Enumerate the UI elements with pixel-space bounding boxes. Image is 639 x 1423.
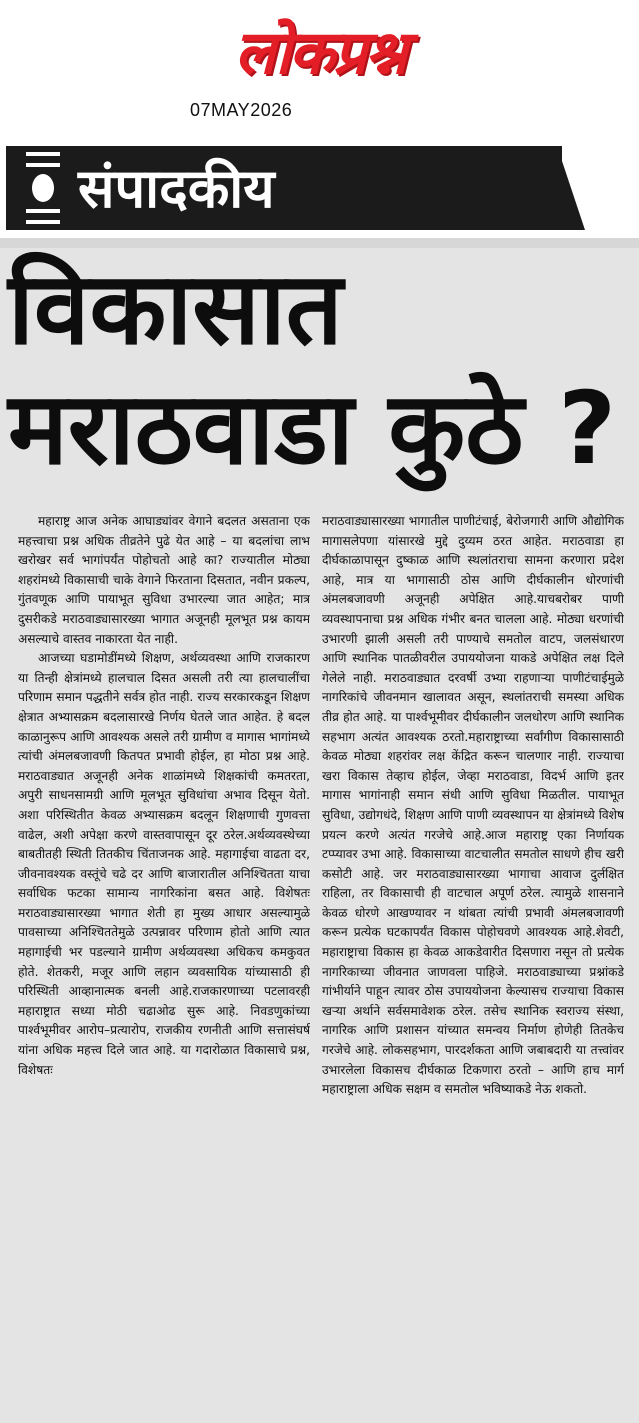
section-label: संपादकीय [78,157,275,220]
headline-line-2: मराठवाडा कुठे ? [8,370,617,487]
issue-date: 07MAY2026 [190,100,293,120]
paragraph: महाराष्ट्र आज अनेक आघाड्यांवर वेगाने बदलत असताना एक महत्त्वाचा प्रश्न अधिक तीव्रतेने पुढे येत आहे – या बदलांचा लाभ खरोखर सर्व भागांपर्यंत पोहोचतो आहे का? राज्यातील मोठ्या शहरांमध्ये विकासाची चाके वेगाने फिरताना दिसतात, नवीन प्रकल्प, गुंतवणूक आणि पायाभूत सुविधा उभारल्या जात आहेत; मात्र दुसरीकडे मराठवाड्यासारख्या भागात अजूनही मूलभूत प्रश्न कायम असल्याचे वास्तव नाकारता येत नाही. [18,514,310,646]
lamp-icon [26,152,60,224]
divider [0,238,639,248]
headline-line-1: विकासात [8,250,343,367]
masthead [0,0,639,140]
paragraph: मराठवाड्यासारख्या भागातील पाणीटंचाई, बेरोजगारी आणि औद्योगिक मागासलेपणा यांसारखे मुद्दे दुय्यम ठरत आहेत. मराठवाडा हा दीर्घकाळापासून दुष्काळ आणि स्थलांतराचा सामना करणारा प्रदेश आहे, मात्र या भागासाठी ठोस आणि दीर्घकालीन धोरणांची अंमलबजावणी अजूनही अपेक्षित आहे.याचबरोबर पाणी व्यवस्थापनाचा प्रश्न अधिक गंभीर बनत चालला आहे. मोठ्या धरणांची उभारणी झाली असली तरी पाण्याचे समतोल वाटप, जलसंधारण आणि स्थानिक पातळीवरील उपाययोजना याकडे अपेक्षित लक्ष दिले गेलेले नाही. मराठवाड्यात दरवर्षी उभ्या राहणाऱ्या पाणीटंचाईमुळे नागरिकांचे जीवनमान खालावत असून, स्थलांतराची समस्या अधिक तीव्र होत आहे. या पार्श्वभूमीवर दीर्घकालीन जलधोरण आणि स्थानिक सहभाग अत्यंत आवश्यक ठरतो.महाराष्ट्राच्या सर्वांगीण विकासासाठी केवळ मोठ्या शहरांवर लक्ष केंद्रित करून चालणार नाही. राज्याचा खरा विकास तेव्हाच होईल, जेव्हा मराठवाडा, विदर्भ आणि इतर मागास भागांनाही समान संधी आणि सुविधा मिळतील. पायाभूत सुविधा, उद्योगधंदे, शिक्षण आणि पाणी व्यवस्थापन या क्षेत्रांमध्ये विशेष प्रयत्न करणे अत्यंत गरजेचे आहे.आज महाराष्ट्र एका निर्णायक टप्प्यावर उभा आहे. विकासाच्या वाटचालीत समतोल साधणे हीच खरी कसोटी आहे. जर मराठवाड्यासारख्या भागाचा आवाज दुर्लक्षित राहिला, तर विकासाची ही वाटचाल अपूर्ण ठरेल. त्यामुळे शासनाने केवळ धोरणे आखण्यावर न थांबता त्यांची प्रभावी अंमलबजावणी करून प्रत्येक घटकापर्यंत विकास पोहोचवणे आवश्यक आहे.शेवटी, महाराष्ट्राचा विकास हा केवळ आकडेवारीत दिसणारा नसून तो प्रत्येक नागरिकाच्या जीवनात जाणवला पाहिजे. मराठवाड्याच्या प्रश्नांकडे गांभीर्याने पाहून त्यावर ठोस उपाययोजना केल्यासच राज्याचा विकास खऱ्या अर्थाने सर्वसमावेशक ठरेल. तसेच स्थानिक स्वराज्य संस्था, नागरिक आणि प्रशासन यांच्यात समन्वय निर्माण होणेही तितकेच गरजेचे आहे. लोकसहभाग, पारदर्शकता आणि जबाबदारी या तत्त्वांवर उभारलेला विकासच दीर्घकाळ टिकणारा ठरतो – आणि हाच मार्ग महाराष्ट्राला अधिक सक्षम व समतोल भविष्याकडे नेऊ शकतो. [322,514,624,1097]
article-column-left [18,512,310,1412]
paragraph: आजच्या घडामोडींमध्ये शिक्षण, अर्थव्यवस्था आणि राजकारण या तिन्ही क्षेत्रांमध्ये हालचाल दिसत असली तरी त्या हालचालींचा परिणाम समान पद्धतीने सर्वत्र होत नाही. राज्य सरकारकडून शिक्षण क्षेत्रात अभ्यासक्रम बदलासारखे निर्णय घेतले जात आहेत. हे बदल काळानुरूप आणि आवश्यक असले तरी ग्रामीण व मागास भागांमध्ये त्यांची अंमलबजावणी कितपत प्रभावी होईल, हा मोठा प्रश्न आहे. मराठवाड्यात अजूनही अनेक शाळांमध्ये शिक्षकांची कमतरता, अपुरी साधनसामग्री आणि मूलभूत सुविधांचा अभाव दिसून येतो. अशा परिस्थितीत केवळ अभ्यासक्रम बदलून शिक्षणाची गुणवत्ता वाढेल, अशी अपेक्षा करणे वास्तवापासून दूर ठरेल.अर्थव्यवस्थेच्या बाबतीतही स्थिती तितकीच चिंताजनक आहे. महागाईचा वाढता दर, जीवनावश्यक वस्तूंचे चढे दर आणि बाजारातील अनिश्चितता याचा सर्वाधिक फटका सामान्य नागरिकांना बसत आहे. विशेषतः मराठवाड्यासारख्या भागात शेती हा मुख्य आधार असल्यामुळे पावसाच्या अनिश्चिततेमुळे उत्पन्नावर परिणाम होतो आणि त्यात महागाईची भर पडल्याने ग्रामीण अर्थव्यवस्था अधिकच कमकुवत होते. शेतकरी, मजूर आणि लहान व्यवसायिक यांच्यासाठी ही परिस्थिती आव्हानात्मक बनली आहे.राजकारणाच्या पटलावरही महाराष्ट्रात सध्या मोठी चढाओढ सुरू आहे. निवडणुकांच्या पार्श्वभूमीवर आरोप–प्रत्यारोप, राजकीय रणनीती आणि सत्तासंघर्ष यांना अधिक महत्त्व दिले जात आहे. या गदारोळात विकासाचे प्रश्न, विशेषतः [18,651,310,1077]
brand-logo [180,4,460,96]
article-column-right [322,512,624,1412]
brand-logo-text: लोकप्रश्न [234,18,406,88]
section-band-cap [545,146,585,230]
headline [8,250,633,494]
